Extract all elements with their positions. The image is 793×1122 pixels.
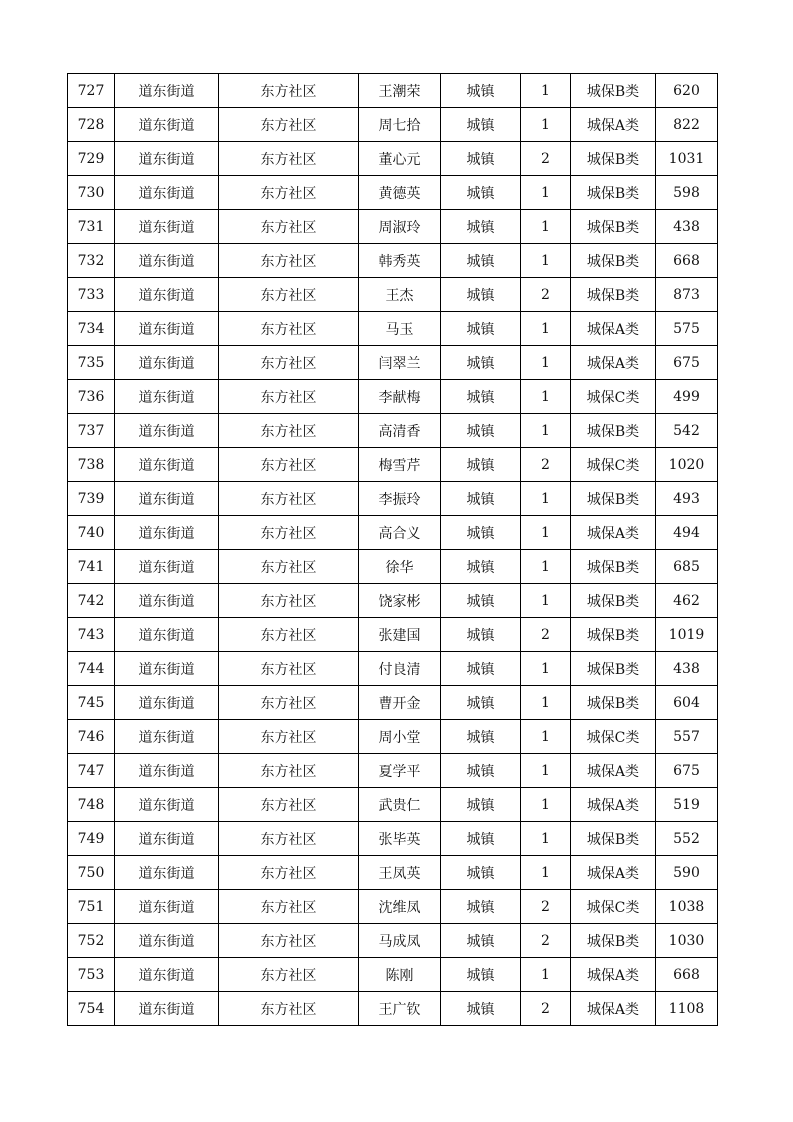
street-cell: 道东街道 bbox=[115, 618, 219, 652]
row-number-cell: 745 bbox=[68, 686, 115, 720]
street-cell: 道东街道 bbox=[115, 414, 219, 448]
member-count-cell: 1 bbox=[521, 380, 571, 414]
name-cell: 王广钦 bbox=[359, 992, 441, 1026]
table-row bbox=[68, 108, 718, 142]
name-cell: 董心元 bbox=[359, 142, 441, 176]
member-count-cell: 1 bbox=[521, 720, 571, 754]
community-cell: 东方社区 bbox=[219, 108, 359, 142]
table-row bbox=[68, 550, 718, 584]
table-row bbox=[68, 278, 718, 312]
street-cell: 道东街道 bbox=[115, 516, 219, 550]
community-cell: 东方社区 bbox=[219, 584, 359, 618]
community-cell: 东方社区 bbox=[219, 210, 359, 244]
household-type-cell: 城镇 bbox=[441, 618, 521, 652]
category-cell: 城保A类 bbox=[571, 788, 656, 822]
street-cell: 道东街道 bbox=[115, 108, 219, 142]
name-cell: 曹开金 bbox=[359, 686, 441, 720]
amount-cell: 1108 bbox=[656, 992, 718, 1026]
row-number-cell: 728 bbox=[68, 108, 115, 142]
table-row bbox=[68, 992, 718, 1026]
household-type-cell: 城镇 bbox=[441, 686, 521, 720]
amount-cell: 675 bbox=[656, 346, 718, 380]
community-cell: 东方社区 bbox=[219, 312, 359, 346]
household-type-cell: 城镇 bbox=[441, 720, 521, 754]
street-cell: 道东街道 bbox=[115, 754, 219, 788]
community-cell: 东方社区 bbox=[219, 754, 359, 788]
category-cell: 城保B类 bbox=[571, 584, 656, 618]
name-cell: 陈刚 bbox=[359, 958, 441, 992]
community-cell: 东方社区 bbox=[219, 550, 359, 584]
community-cell: 东方社区 bbox=[219, 720, 359, 754]
household-type-cell: 城镇 bbox=[441, 822, 521, 856]
row-number-cell: 737 bbox=[68, 414, 115, 448]
community-cell: 东方社区 bbox=[219, 890, 359, 924]
category-cell: 城保C类 bbox=[571, 890, 656, 924]
street-cell: 道东街道 bbox=[115, 856, 219, 890]
member-count-cell: 1 bbox=[521, 74, 571, 108]
name-cell: 王潮荣 bbox=[359, 74, 441, 108]
name-cell: 黄德英 bbox=[359, 176, 441, 210]
member-count-cell: 2 bbox=[521, 278, 571, 312]
street-cell: 道东街道 bbox=[115, 550, 219, 584]
row-number-cell: 749 bbox=[68, 822, 115, 856]
household-type-cell: 城镇 bbox=[441, 856, 521, 890]
row-number-cell: 736 bbox=[68, 380, 115, 414]
row-number-cell: 754 bbox=[68, 992, 115, 1026]
member-count-cell: 1 bbox=[521, 958, 571, 992]
household-type-cell: 城镇 bbox=[441, 312, 521, 346]
category-cell: 城保C类 bbox=[571, 720, 656, 754]
name-cell: 李献梅 bbox=[359, 380, 441, 414]
table-row bbox=[68, 686, 718, 720]
category-cell: 城保A类 bbox=[571, 992, 656, 1026]
street-cell: 道东街道 bbox=[115, 210, 219, 244]
name-cell: 高合义 bbox=[359, 516, 441, 550]
category-cell: 城保B类 bbox=[571, 210, 656, 244]
household-type-cell: 城镇 bbox=[441, 244, 521, 278]
name-cell: 高清香 bbox=[359, 414, 441, 448]
amount-cell: 1031 bbox=[656, 142, 718, 176]
table-row bbox=[68, 448, 718, 482]
community-cell: 东方社区 bbox=[219, 176, 359, 210]
table-body bbox=[68, 74, 718, 1026]
amount-cell: 620 bbox=[656, 74, 718, 108]
household-type-cell: 城镇 bbox=[441, 924, 521, 958]
amount-cell: 557 bbox=[656, 720, 718, 754]
amount-cell: 1038 bbox=[656, 890, 718, 924]
table-row bbox=[68, 346, 718, 380]
amount-cell: 590 bbox=[656, 856, 718, 890]
community-cell: 东方社区 bbox=[219, 414, 359, 448]
row-number-cell: 752 bbox=[68, 924, 115, 958]
name-cell: 马玉 bbox=[359, 312, 441, 346]
category-cell: 城保A类 bbox=[571, 312, 656, 346]
community-cell: 东方社区 bbox=[219, 278, 359, 312]
amount-cell: 604 bbox=[656, 686, 718, 720]
amount-cell: 685 bbox=[656, 550, 718, 584]
row-number-cell: 731 bbox=[68, 210, 115, 244]
row-number-cell: 742 bbox=[68, 584, 115, 618]
household-type-cell: 城镇 bbox=[441, 992, 521, 1026]
amount-cell: 462 bbox=[656, 584, 718, 618]
name-cell: 周淑玲 bbox=[359, 210, 441, 244]
household-type-cell: 城镇 bbox=[441, 210, 521, 244]
street-cell: 道东街道 bbox=[115, 346, 219, 380]
household-type-cell: 城镇 bbox=[441, 142, 521, 176]
member-count-cell: 2 bbox=[521, 618, 571, 652]
community-cell: 东方社区 bbox=[219, 924, 359, 958]
member-count-cell: 1 bbox=[521, 312, 571, 346]
category-cell: 城保A类 bbox=[571, 346, 656, 380]
name-cell: 王杰 bbox=[359, 278, 441, 312]
name-cell: 徐华 bbox=[359, 550, 441, 584]
table-row bbox=[68, 142, 718, 176]
table-row bbox=[68, 244, 718, 278]
category-cell: 城保B类 bbox=[571, 142, 656, 176]
table-row bbox=[68, 958, 718, 992]
name-cell: 梅雪芹 bbox=[359, 448, 441, 482]
household-type-cell: 城镇 bbox=[441, 414, 521, 448]
household-type-cell: 城镇 bbox=[441, 754, 521, 788]
street-cell: 道东街道 bbox=[115, 890, 219, 924]
amount-cell: 822 bbox=[656, 108, 718, 142]
table-row bbox=[68, 822, 718, 856]
row-number-cell: 750 bbox=[68, 856, 115, 890]
member-count-cell: 1 bbox=[521, 108, 571, 142]
row-number-cell: 733 bbox=[68, 278, 115, 312]
table-row bbox=[68, 652, 718, 686]
table-row bbox=[68, 788, 718, 822]
category-cell: 城保C类 bbox=[571, 380, 656, 414]
street-cell: 道东街道 bbox=[115, 278, 219, 312]
row-number-cell: 729 bbox=[68, 142, 115, 176]
name-cell: 饶家彬 bbox=[359, 584, 441, 618]
member-count-cell: 2 bbox=[521, 992, 571, 1026]
row-number-cell: 740 bbox=[68, 516, 115, 550]
name-cell: 闫翠兰 bbox=[359, 346, 441, 380]
category-cell: 城保B类 bbox=[571, 244, 656, 278]
community-cell: 东方社区 bbox=[219, 856, 359, 890]
category-cell: 城保B类 bbox=[571, 550, 656, 584]
amount-cell: 668 bbox=[656, 244, 718, 278]
member-count-cell: 1 bbox=[521, 210, 571, 244]
street-cell: 道东街道 bbox=[115, 992, 219, 1026]
name-cell: 周七拾 bbox=[359, 108, 441, 142]
household-type-cell: 城镇 bbox=[441, 346, 521, 380]
amount-cell: 542 bbox=[656, 414, 718, 448]
street-cell: 道东街道 bbox=[115, 924, 219, 958]
row-number-cell: 751 bbox=[68, 890, 115, 924]
category-cell: 城保B类 bbox=[571, 176, 656, 210]
row-number-cell: 753 bbox=[68, 958, 115, 992]
household-type-cell: 城镇 bbox=[441, 890, 521, 924]
member-count-cell: 1 bbox=[521, 652, 571, 686]
category-cell: 城保A类 bbox=[571, 856, 656, 890]
member-count-cell: 2 bbox=[521, 890, 571, 924]
community-cell: 东方社区 bbox=[219, 482, 359, 516]
name-cell: 武贵仁 bbox=[359, 788, 441, 822]
member-count-cell: 1 bbox=[521, 516, 571, 550]
community-cell: 东方社区 bbox=[219, 992, 359, 1026]
community-cell: 东方社区 bbox=[219, 652, 359, 686]
amount-cell: 1030 bbox=[656, 924, 718, 958]
amount-cell: 552 bbox=[656, 822, 718, 856]
community-cell: 东方社区 bbox=[219, 618, 359, 652]
row-number-cell: 744 bbox=[68, 652, 115, 686]
table-row bbox=[68, 312, 718, 346]
amount-cell: 598 bbox=[656, 176, 718, 210]
row-number-cell: 727 bbox=[68, 74, 115, 108]
community-cell: 东方社区 bbox=[219, 346, 359, 380]
category-cell: 城保B类 bbox=[571, 482, 656, 516]
street-cell: 道东街道 bbox=[115, 312, 219, 346]
table-row bbox=[68, 618, 718, 652]
table-row bbox=[68, 516, 718, 550]
community-cell: 东方社区 bbox=[219, 686, 359, 720]
household-type-cell: 城镇 bbox=[441, 958, 521, 992]
household-type-cell: 城镇 bbox=[441, 108, 521, 142]
household-type-cell: 城镇 bbox=[441, 584, 521, 618]
name-cell: 马成凤 bbox=[359, 924, 441, 958]
amount-cell: 438 bbox=[656, 210, 718, 244]
amount-cell: 493 bbox=[656, 482, 718, 516]
name-cell: 沈维凤 bbox=[359, 890, 441, 924]
member-count-cell: 1 bbox=[521, 754, 571, 788]
category-cell: 城保B类 bbox=[571, 278, 656, 312]
member-count-cell: 1 bbox=[521, 550, 571, 584]
street-cell: 道东街道 bbox=[115, 788, 219, 822]
category-cell: 城保B类 bbox=[571, 652, 656, 686]
street-cell: 道东街道 bbox=[115, 686, 219, 720]
member-count-cell: 2 bbox=[521, 448, 571, 482]
member-count-cell: 1 bbox=[521, 244, 571, 278]
name-cell: 韩秀英 bbox=[359, 244, 441, 278]
street-cell: 道东街道 bbox=[115, 244, 219, 278]
category-cell: 城保B类 bbox=[571, 74, 656, 108]
table-row bbox=[68, 210, 718, 244]
household-type-cell: 城镇 bbox=[441, 652, 521, 686]
household-type-cell: 城镇 bbox=[441, 550, 521, 584]
category-cell: 城保A类 bbox=[571, 516, 656, 550]
community-cell: 东方社区 bbox=[219, 448, 359, 482]
community-cell: 东方社区 bbox=[219, 380, 359, 414]
member-count-cell: 1 bbox=[521, 346, 571, 380]
category-cell: 城保B类 bbox=[571, 686, 656, 720]
table-row bbox=[68, 74, 718, 108]
amount-cell: 668 bbox=[656, 958, 718, 992]
category-cell: 城保A类 bbox=[571, 754, 656, 788]
name-cell: 张毕英 bbox=[359, 822, 441, 856]
name-cell: 付良清 bbox=[359, 652, 441, 686]
member-count-cell: 2 bbox=[521, 924, 571, 958]
amount-cell: 873 bbox=[656, 278, 718, 312]
category-cell: 城保B类 bbox=[571, 618, 656, 652]
row-number-cell: 746 bbox=[68, 720, 115, 754]
table-row bbox=[68, 720, 718, 754]
row-number-cell: 738 bbox=[68, 448, 115, 482]
household-type-cell: 城镇 bbox=[441, 516, 521, 550]
category-cell: 城保C类 bbox=[571, 448, 656, 482]
beneficiary-table bbox=[67, 73, 718, 1026]
amount-cell: 494 bbox=[656, 516, 718, 550]
amount-cell: 438 bbox=[656, 652, 718, 686]
category-cell: 城保A类 bbox=[571, 958, 656, 992]
member-count-cell: 1 bbox=[521, 856, 571, 890]
member-count-cell: 1 bbox=[521, 788, 571, 822]
table-row bbox=[68, 856, 718, 890]
member-count-cell: 1 bbox=[521, 414, 571, 448]
name-cell: 王凤英 bbox=[359, 856, 441, 890]
street-cell: 道东街道 bbox=[115, 142, 219, 176]
amount-cell: 519 bbox=[656, 788, 718, 822]
community-cell: 东方社区 bbox=[219, 142, 359, 176]
row-number-cell: 732 bbox=[68, 244, 115, 278]
table-row bbox=[68, 414, 718, 448]
name-cell: 张建国 bbox=[359, 618, 441, 652]
row-number-cell: 734 bbox=[68, 312, 115, 346]
street-cell: 道东街道 bbox=[115, 720, 219, 754]
street-cell: 道东街道 bbox=[115, 652, 219, 686]
amount-cell: 1019 bbox=[656, 618, 718, 652]
row-number-cell: 730 bbox=[68, 176, 115, 210]
category-cell: 城保A类 bbox=[571, 108, 656, 142]
community-cell: 东方社区 bbox=[219, 822, 359, 856]
community-cell: 东方社区 bbox=[219, 74, 359, 108]
row-number-cell: 739 bbox=[68, 482, 115, 516]
row-number-cell: 741 bbox=[68, 550, 115, 584]
amount-cell: 1020 bbox=[656, 448, 718, 482]
member-count-cell: 1 bbox=[521, 176, 571, 210]
name-cell: 李振玲 bbox=[359, 482, 441, 516]
community-cell: 东方社区 bbox=[219, 516, 359, 550]
household-type-cell: 城镇 bbox=[441, 176, 521, 210]
table-row bbox=[68, 924, 718, 958]
category-cell: 城保B类 bbox=[571, 822, 656, 856]
row-number-cell: 735 bbox=[68, 346, 115, 380]
street-cell: 道东街道 bbox=[115, 176, 219, 210]
household-type-cell: 城镇 bbox=[441, 448, 521, 482]
community-cell: 东方社区 bbox=[219, 958, 359, 992]
row-number-cell: 743 bbox=[68, 618, 115, 652]
street-cell: 道东街道 bbox=[115, 584, 219, 618]
community-cell: 东方社区 bbox=[219, 244, 359, 278]
row-number-cell: 748 bbox=[68, 788, 115, 822]
name-cell: 夏学平 bbox=[359, 754, 441, 788]
amount-cell: 675 bbox=[656, 754, 718, 788]
table-row bbox=[68, 584, 718, 618]
street-cell: 道东街道 bbox=[115, 74, 219, 108]
table-row bbox=[68, 176, 718, 210]
member-count-cell: 1 bbox=[521, 584, 571, 618]
household-type-cell: 城镇 bbox=[441, 278, 521, 312]
amount-cell: 575 bbox=[656, 312, 718, 346]
household-type-cell: 城镇 bbox=[441, 788, 521, 822]
table-row bbox=[68, 482, 718, 516]
household-type-cell: 城镇 bbox=[441, 74, 521, 108]
category-cell: 城保B类 bbox=[571, 414, 656, 448]
member-count-cell: 1 bbox=[521, 482, 571, 516]
street-cell: 道东街道 bbox=[115, 482, 219, 516]
member-count-cell: 2 bbox=[521, 142, 571, 176]
community-cell: 东方社区 bbox=[219, 788, 359, 822]
street-cell: 道东街道 bbox=[115, 448, 219, 482]
household-type-cell: 城镇 bbox=[441, 482, 521, 516]
category-cell: 城保B类 bbox=[571, 924, 656, 958]
table-row bbox=[68, 890, 718, 924]
table-row bbox=[68, 754, 718, 788]
member-count-cell: 1 bbox=[521, 822, 571, 856]
street-cell: 道东街道 bbox=[115, 380, 219, 414]
household-type-cell: 城镇 bbox=[441, 380, 521, 414]
street-cell: 道东街道 bbox=[115, 958, 219, 992]
amount-cell: 499 bbox=[656, 380, 718, 414]
street-cell: 道东街道 bbox=[115, 822, 219, 856]
name-cell: 周小堂 bbox=[359, 720, 441, 754]
member-count-cell: 1 bbox=[521, 686, 571, 720]
table-row bbox=[68, 380, 718, 414]
row-number-cell: 747 bbox=[68, 754, 115, 788]
